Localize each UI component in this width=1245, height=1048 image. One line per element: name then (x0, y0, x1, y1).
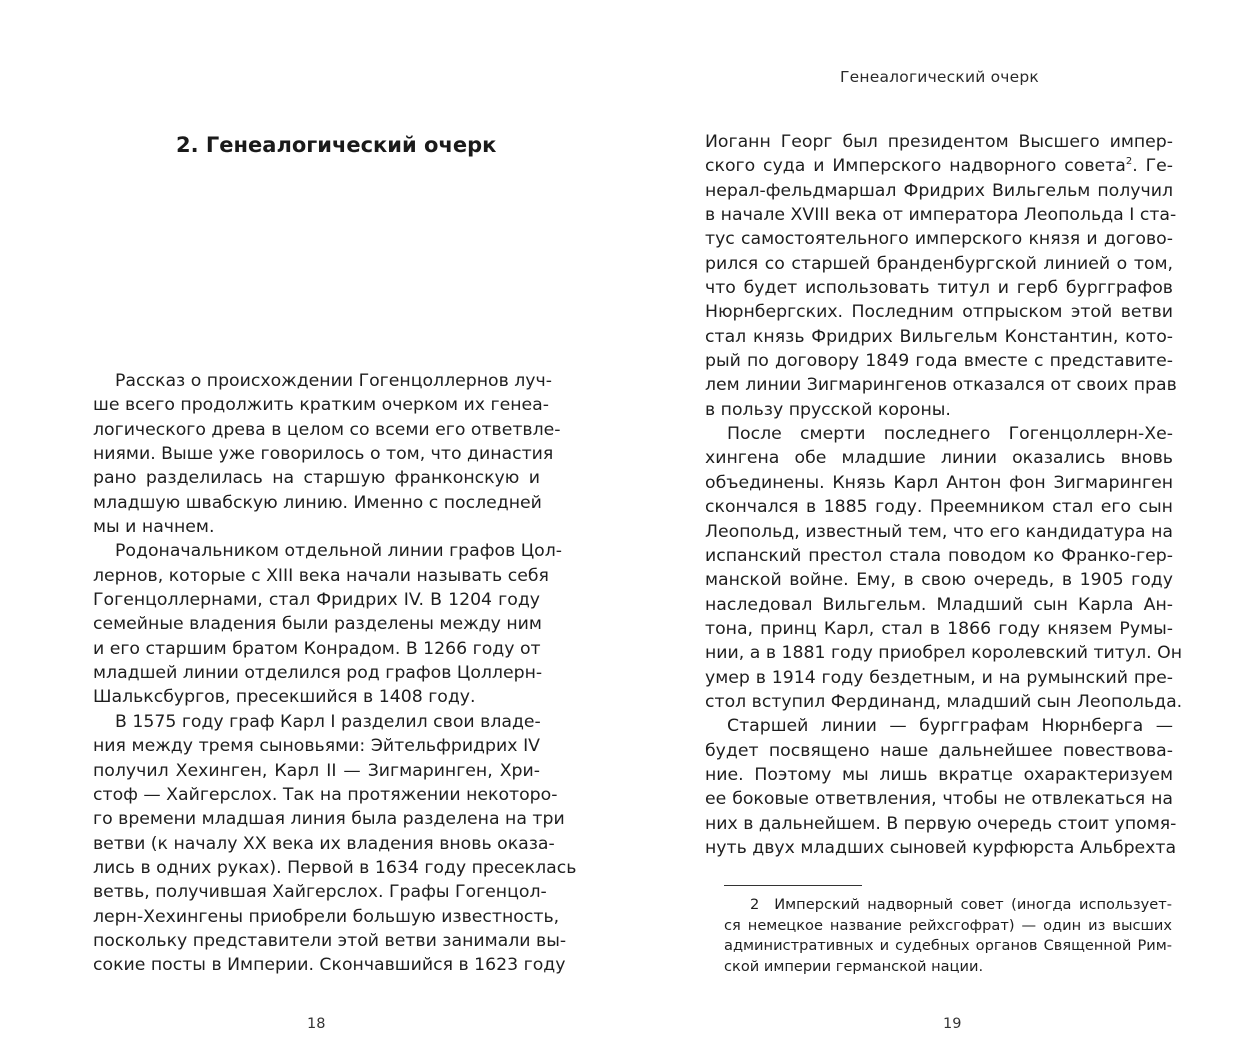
body-line: ниями. Выше уже говорилось о том, что династия (93, 444, 554, 465)
body-line: ния между тремя сыновьями: Эйтельфридрих IV (93, 736, 540, 757)
body-line: Рассказ о происхождении Гогенцоллернов луч- (115, 371, 552, 391)
footnote-line: ской империи германской нации. (724, 957, 984, 975)
body-line: рано разделилась на старшую франконскую и (93, 468, 540, 489)
body-line: ше всего продолжить кратким очерком их генеа- (93, 395, 549, 416)
body-line: объединены. Князь Карл Антон фон Зигмаринген (705, 472, 1173, 493)
body-line: умер в 1914 году бездетным, и на румынский пре- (705, 667, 1173, 688)
body-line: ветви (к началу XX века их владения вновь оказа- (93, 833, 555, 854)
body-line: Нюрнбергских. Последним отпрыском этой ветви (705, 302, 1173, 323)
body-line: манской войне. Ему, в свою очередь, в 1905 году (705, 570, 1173, 591)
footnote-reference[interactable]: 2 (1125, 156, 1133, 168)
footnote-number: 2 (750, 896, 760, 913)
body-line: ние. Поэтому мы лишь вкратце охарактеризуем (705, 764, 1173, 785)
body-line: в пользу прусской короны. (705, 399, 951, 420)
body-line: и его старшим братом Конрадом. В 1266 году от (93, 638, 541, 659)
footnote-line (724, 895, 1172, 916)
body-line: рился со старшей бранденбургской линией о том, (705, 253, 1173, 274)
body-line: нерал-фельдмаршал Фридрих Вильгельм получил (705, 180, 1173, 201)
body-line: Иоганн Георг был президентом Высшего импер- (705, 132, 1173, 152)
page-number-right: 19 (943, 1016, 962, 1032)
body-line: наследовал Вильгельм. Младший сын Карла Ан- (705, 594, 1173, 615)
body-line: хингена обе младшие линии оказались вновь (705, 448, 1173, 469)
body-line: лись в одних руках). Первой в 1634 году пресеклась (93, 857, 577, 878)
body-line: скончался в 1885 году. Преемником стал его сын (705, 497, 1173, 518)
body-line: нии, а в 1881 году приобрел королевский титул. Он (705, 643, 1183, 664)
body-line-tail: . Ге- (1132, 156, 1173, 177)
body-line: логического древа в целом со всеми его ответвле- (93, 419, 561, 440)
body-line: В 1575 году граф Карл I разделил свои владе- (115, 711, 541, 732)
footnote-line: административных и судебных органов Священной Рим- (724, 937, 1172, 955)
body-line: Старшей линии — бургграфам Нюрнберга — (727, 716, 1173, 737)
body-line: стол вступил Фердинанд, младший сын Леопольда. (705, 691, 1183, 712)
body-line: стал князь Фридрих Вильгельм Константин, кото- (705, 326, 1173, 347)
body-line: ветвь, получившая Хайгерслох. Графы Гогенцол- (93, 882, 547, 903)
body-line: семейные владения были разделены между ним (93, 614, 542, 635)
footnote-divider (724, 885, 862, 886)
chapter-title: 2. Генеалогический очерк (176, 133, 497, 157)
body-line: них в дальнейшем. В первую очередь стоит упомя- (705, 813, 1177, 834)
body-line: младшей линии отделился род графов Цоллерн- (93, 663, 543, 684)
page-number-left: 18 (307, 1016, 326, 1032)
right-page-body (705, 130, 1183, 860)
body-line: лерн-Хехингены приобрели большую известность, (93, 906, 560, 927)
body-line: тус самостоятельного имперского князя и догово- (705, 229, 1173, 250)
body-line: Гогенцоллернами, стал Фридрих IV. В 1204 году (93, 590, 540, 611)
body-line: получил Хехинген, Карл II — Зигмаринген, Хри- (93, 760, 540, 781)
left-page-body (93, 369, 577, 978)
body-line-text: ского суда и Имперского надворного совета (705, 156, 1126, 177)
body-line: поскольку представители этой ветви занимали вы- (93, 930, 567, 951)
body-line: младшую швабскую линию. Именно с последней (93, 492, 542, 513)
body-line: Шалькcбургов, пресекшийся в 1408 году. (93, 687, 476, 708)
body-line: сокие посты в Империи. Скончавшийся в 1623 году (93, 955, 566, 976)
running-head: Генеалогический очерк (840, 68, 1039, 86)
body-line: испанский престол стала поводом ко Франко-гер- (705, 545, 1173, 566)
body-line: Родоначальником отдельной линии графов Цол- (115, 541, 563, 562)
body-line: нуть двух младших сыновей курфюрста Альбрехта (705, 837, 1177, 858)
body-line: лем линии Зигмарингенов отказался от своих прав (705, 375, 1177, 396)
body-line: ее боковые ответвления, чтобы не отвлекаться на (705, 789, 1173, 810)
body-line: го времени младшая линия была разделена на три (93, 809, 565, 830)
body-line: стоф — Хайгерслох. Так на протяжении некоторо- (93, 784, 558, 805)
body-line: лернов, которые с XIII века начали называть себя (93, 565, 549, 586)
footnote-line: ся немецкое название рейхсгофрат) — один из высших (724, 916, 1172, 934)
body-line: будет посвящено наше дальнейшее повествова- (705, 740, 1173, 761)
body-line: что будет использовать титул и герб бургграфов (705, 278, 1173, 299)
footnote-text: Имперский надворный совет (иногда использует- (774, 896, 1173, 913)
body-line: рый по договору 1849 года вместе с представите- (705, 351, 1173, 372)
footnote (724, 895, 1172, 977)
body-line: мы и начнем. (93, 517, 215, 538)
body-line: После смерти последнего Гогенцоллерн-Хе- (727, 424, 1173, 445)
body-line: тона, принц Карл, стал в 1866 году князем Румы- (705, 618, 1173, 639)
body-line: Леопольд, известный тем, что его кандидатура на (705, 521, 1173, 542)
body-line: в начале XVIII века от императора Леопольда I ста- (705, 205, 1177, 226)
body-line-with-footnote (705, 154, 1173, 178)
